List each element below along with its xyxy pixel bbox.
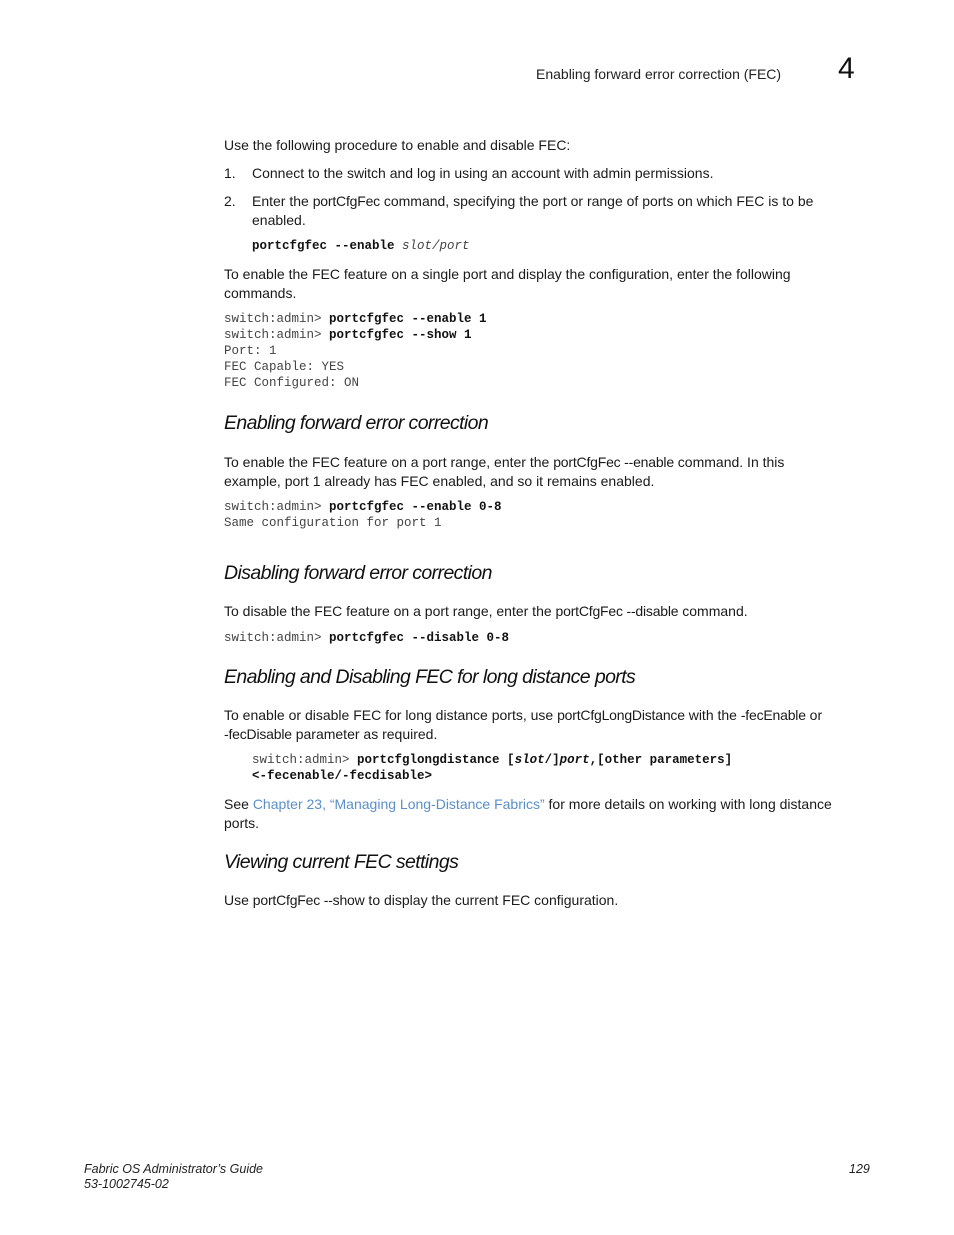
footer-doc-number: 53-1002745-02 (84, 1177, 169, 1191)
option-name: -fecEnable (740, 707, 806, 723)
paragraph-disabling (224, 602, 874, 621)
code-command: /] (544, 753, 560, 767)
code-argument: port (559, 753, 590, 767)
code-command: portcfgfec --show 1 (329, 328, 472, 342)
footer-left (84, 1162, 263, 1192)
code-command: <-fecenable/-fecdisable> (252, 769, 433, 783)
heading-disabling-fec: Disabling forward error correction (224, 562, 492, 584)
code-command: portcfgfec --enable 1 (329, 312, 487, 326)
step-text: command, specifying the port or range of ports on which FEC is to be (379, 193, 814, 209)
code-command: portcfgfec --enable 0-8 (329, 500, 502, 514)
command-name: portCfgFec (312, 193, 380, 209)
paragraph-text: To enable or disable FEC for long distance ports, use (224, 707, 558, 723)
paragraph-text: ports. (224, 815, 260, 831)
command-name: portCfgFec --show (252, 892, 365, 908)
step-text: Connect to the switch and log in using an account with admin permissions. (252, 165, 714, 181)
syntax-command: portcfgfec --enable (252, 239, 403, 253)
code-block-long-distance (252, 752, 732, 784)
code-command: ,[other parameters] (589, 753, 733, 767)
paragraph-text: command. In this (673, 454, 785, 470)
paragraph-text: command. (678, 603, 748, 619)
chapter-number: 4 (838, 52, 855, 85)
code-output: FEC Configured: ON (224, 376, 360, 390)
paragraph-text: To enable the FEC feature on a port range, enter the (224, 454, 554, 470)
code-command: portcfglongdistance [ (357, 753, 515, 767)
paragraph-text: See (224, 796, 253, 812)
command-name: portCfgLongDistance (557, 707, 685, 723)
running-header-title: Enabling forward error correction (FEC) (536, 66, 782, 82)
code-block-disable-range (224, 630, 509, 646)
paragraph-text: To disable the FEC feature on a port range, enter the (224, 603, 556, 619)
code-output: FEC Capable: YES (224, 360, 345, 374)
code-block-enable-range (224, 499, 502, 531)
paragraph-line: commands. (224, 285, 297, 301)
code-prompt: switch:admin> (224, 312, 330, 326)
code-output: Port: 1 (224, 344, 277, 358)
step-number: 1. (224, 165, 236, 181)
paragraph-text: parameter as required. (291, 726, 438, 742)
command-name: portCfgFec --enable (553, 454, 674, 470)
option-name: -fecDisable (224, 726, 292, 742)
step-2 (224, 192, 869, 230)
code-output: Same configuration for port 1 (224, 516, 442, 530)
paragraph-text: Use (224, 892, 253, 908)
heading-enabling-fec: Enabling forward error correction (224, 412, 489, 434)
step-1 (224, 164, 864, 183)
paragraph-text: example, port 1 already has FEC enabled, and so it remains enabled. (224, 473, 655, 489)
code-prompt: switch:admin> (224, 631, 330, 645)
paragraph-single-port (224, 265, 874, 303)
page-number: 129 (849, 1162, 870, 1176)
heading-viewing-fec: Viewing current FEC settings (224, 851, 459, 873)
paragraph-long-distance (224, 706, 874, 744)
intro-paragraph: Use the following procedure to enable and disable FEC: (224, 137, 571, 153)
paragraph-see-chapter (224, 795, 874, 833)
syntax-argument: slot/port (402, 239, 470, 253)
paragraph-enabling (224, 453, 874, 491)
code-prompt: switch:admin> (224, 500, 330, 514)
heading-long-distance-fec: Enabling and Disabling FEC for long distance ports (224, 666, 636, 688)
command-name: portCfgFec --disable (555, 603, 679, 619)
code-command: portcfgfec --disable 0-8 (329, 631, 510, 645)
chapter-link[interactable]: Chapter 23, “Managing Long-Distance Fabrics” (252, 796, 545, 812)
syntax-block (252, 238, 470, 254)
paragraph-line: To enable the FEC feature on a single port and display the configuration, enter the following (224, 266, 791, 282)
paragraph-viewing (224, 891, 874, 910)
step-number: 2. (224, 193, 236, 209)
paragraph-text: to display the current FEC configuration. (364, 892, 619, 908)
code-prompt: switch:admin> (252, 753, 358, 767)
code-argument: slot (514, 753, 545, 767)
paragraph-text: for more details on working with long distance (544, 796, 832, 812)
code-block-single-port (224, 311, 487, 391)
footer-guide-title: Fabric OS Administrator’s Guide (84, 1162, 263, 1176)
code-prompt: switch:admin> (224, 328, 330, 342)
step-text: Enter the (252, 193, 313, 209)
paragraph-text: or (805, 707, 823, 723)
step-text: enabled. (252, 212, 306, 228)
paragraph-text: with the (684, 707, 741, 723)
